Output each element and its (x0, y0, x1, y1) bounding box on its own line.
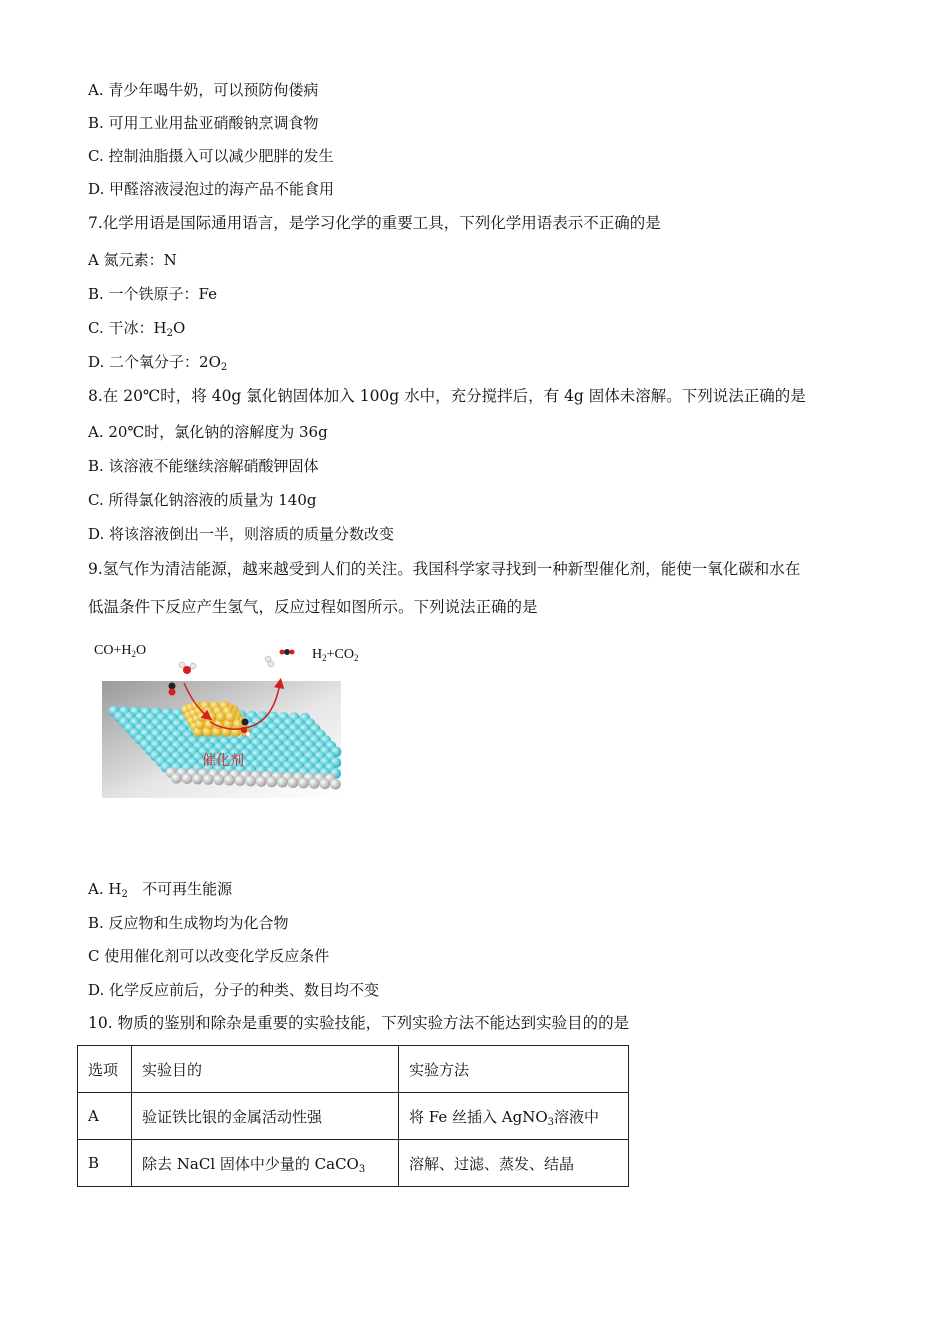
reactants-label: $CO+H_2O$ (94, 643, 147, 659)
surface-atom (192, 774, 203, 785)
gold-atom (226, 712, 236, 722)
surface-atom (182, 773, 193, 784)
products-label: $H_2+CO_2$ (312, 647, 359, 663)
q9-stem-line2: 低温条件下反应产生氢气，反应过程如图所示。下列说法正确的是 (88, 598, 538, 616)
surface-atom (277, 777, 288, 788)
q9-stem-line1: 9.氢气作为清洁能源，越来越受到人们的关注。我国科学家寻找到一种新型催化剂，能使一氧化碳和水在 (88, 560, 801, 578)
q10-stem: 10. 物质的鉴别和除杂是重要的实验技能，下列实验方法不能达到实验目的的是 (88, 1014, 630, 1032)
catalyst-diagram (90, 638, 380, 803)
q8-option-b: B. 该溶液不能继续溶解硝酸钾固体 (88, 457, 319, 475)
row-a-option: A (78, 1093, 132, 1140)
surface-atom (288, 777, 299, 788)
q8-option-d: D. 将该溶液倒出一半，则溶质的质量分数改变 (88, 525, 395, 543)
row-a-method: 将 Fe 丝插入 AgNO$_3$溶液中 (399, 1093, 629, 1140)
catalyst-reaction-figure (90, 638, 380, 803)
row-b-option: B (78, 1140, 132, 1187)
q9-option-d: D. 化学反应前后，分子的种类、数目均不变 (88, 981, 380, 999)
h2-molecule-right (265, 656, 274, 667)
table-row (78, 1140, 629, 1187)
header-method: 实验方法 (399, 1046, 629, 1093)
q7-option-d: D. 二个氧分子：$2O_2$ (88, 353, 228, 373)
surface-atom (298, 778, 309, 789)
row-a-goal: 验证铁比银的金属活动性强 (132, 1093, 399, 1140)
surface-atom (330, 779, 341, 790)
surface-atom (224, 775, 235, 786)
gold-atom (216, 712, 226, 722)
water-molecule-left (179, 662, 196, 674)
surface-atom (266, 776, 277, 787)
surface-atom (171, 773, 182, 784)
surface-atom (213, 774, 224, 785)
table-header-row (78, 1046, 629, 1093)
q7-stem: 7.化学用语是国际通用语言，是学习化学的重要工具，下列化学用语表示不正确的是 (88, 214, 661, 232)
q6-option-b: B. 可用工业用盐亚硝酸钠烹调食物 (88, 114, 319, 132)
header-option: 选项 (78, 1046, 132, 1093)
q9-option-b: B. 反应物和生成物均为化合物 (88, 914, 289, 932)
surface-atom (319, 778, 330, 789)
q8-option-a: A. 20℃时，氯化钠的溶解度为 36g (88, 423, 328, 441)
row-b-method: 溶解、过滤、蒸发、结晶 (399, 1140, 629, 1187)
row-b-goal: 除去 NaCl 固体中少量的 CaCO$_3$ (132, 1140, 399, 1187)
surface-atom (235, 775, 246, 786)
q6-option-a: A. 青少年喝牛奶，可以预防佝偻病 (88, 81, 319, 99)
q7-option-b: B. 一个铁原子：Fe (88, 285, 218, 303)
q7-option-c: C. 干冰：$H_2O$ (88, 319, 186, 339)
q6-option-c: C. 控制油脂摄入可以减少肥胖的发生 (88, 147, 334, 165)
header-goal: 实验目的 (132, 1046, 399, 1093)
q8-stem: 8.在 20℃时，将 40g 氯化钠固体加入 100g 水中，充分搅拌后，有 4g 固体未溶解。下列说法正确的是 (88, 387, 806, 405)
q8-option-c: C. 所得氯化钠溶液的质量为 140g (88, 491, 317, 509)
q9-option-c: C 使用催化剂可以改变化学反应条件 (88, 947, 330, 965)
q10-options-table (77, 1045, 629, 1187)
surface-atom (245, 776, 256, 787)
table-row (78, 1093, 629, 1140)
q9-option-a: A. $H_2$ 不可再生能源 (88, 880, 233, 900)
surface-atom (203, 774, 214, 785)
gold-atom (197, 712, 207, 722)
surface-atom (309, 778, 320, 789)
surface-atom (256, 776, 267, 787)
q7-option-a: A 氮元素：N (88, 251, 177, 269)
q6-option-d: D. 甲醛溶液浸泡过的海产品不能食用 (88, 180, 335, 198)
catalyst-label: 催化剂 (202, 753, 244, 769)
co2-molecule-right (280, 649, 295, 655)
